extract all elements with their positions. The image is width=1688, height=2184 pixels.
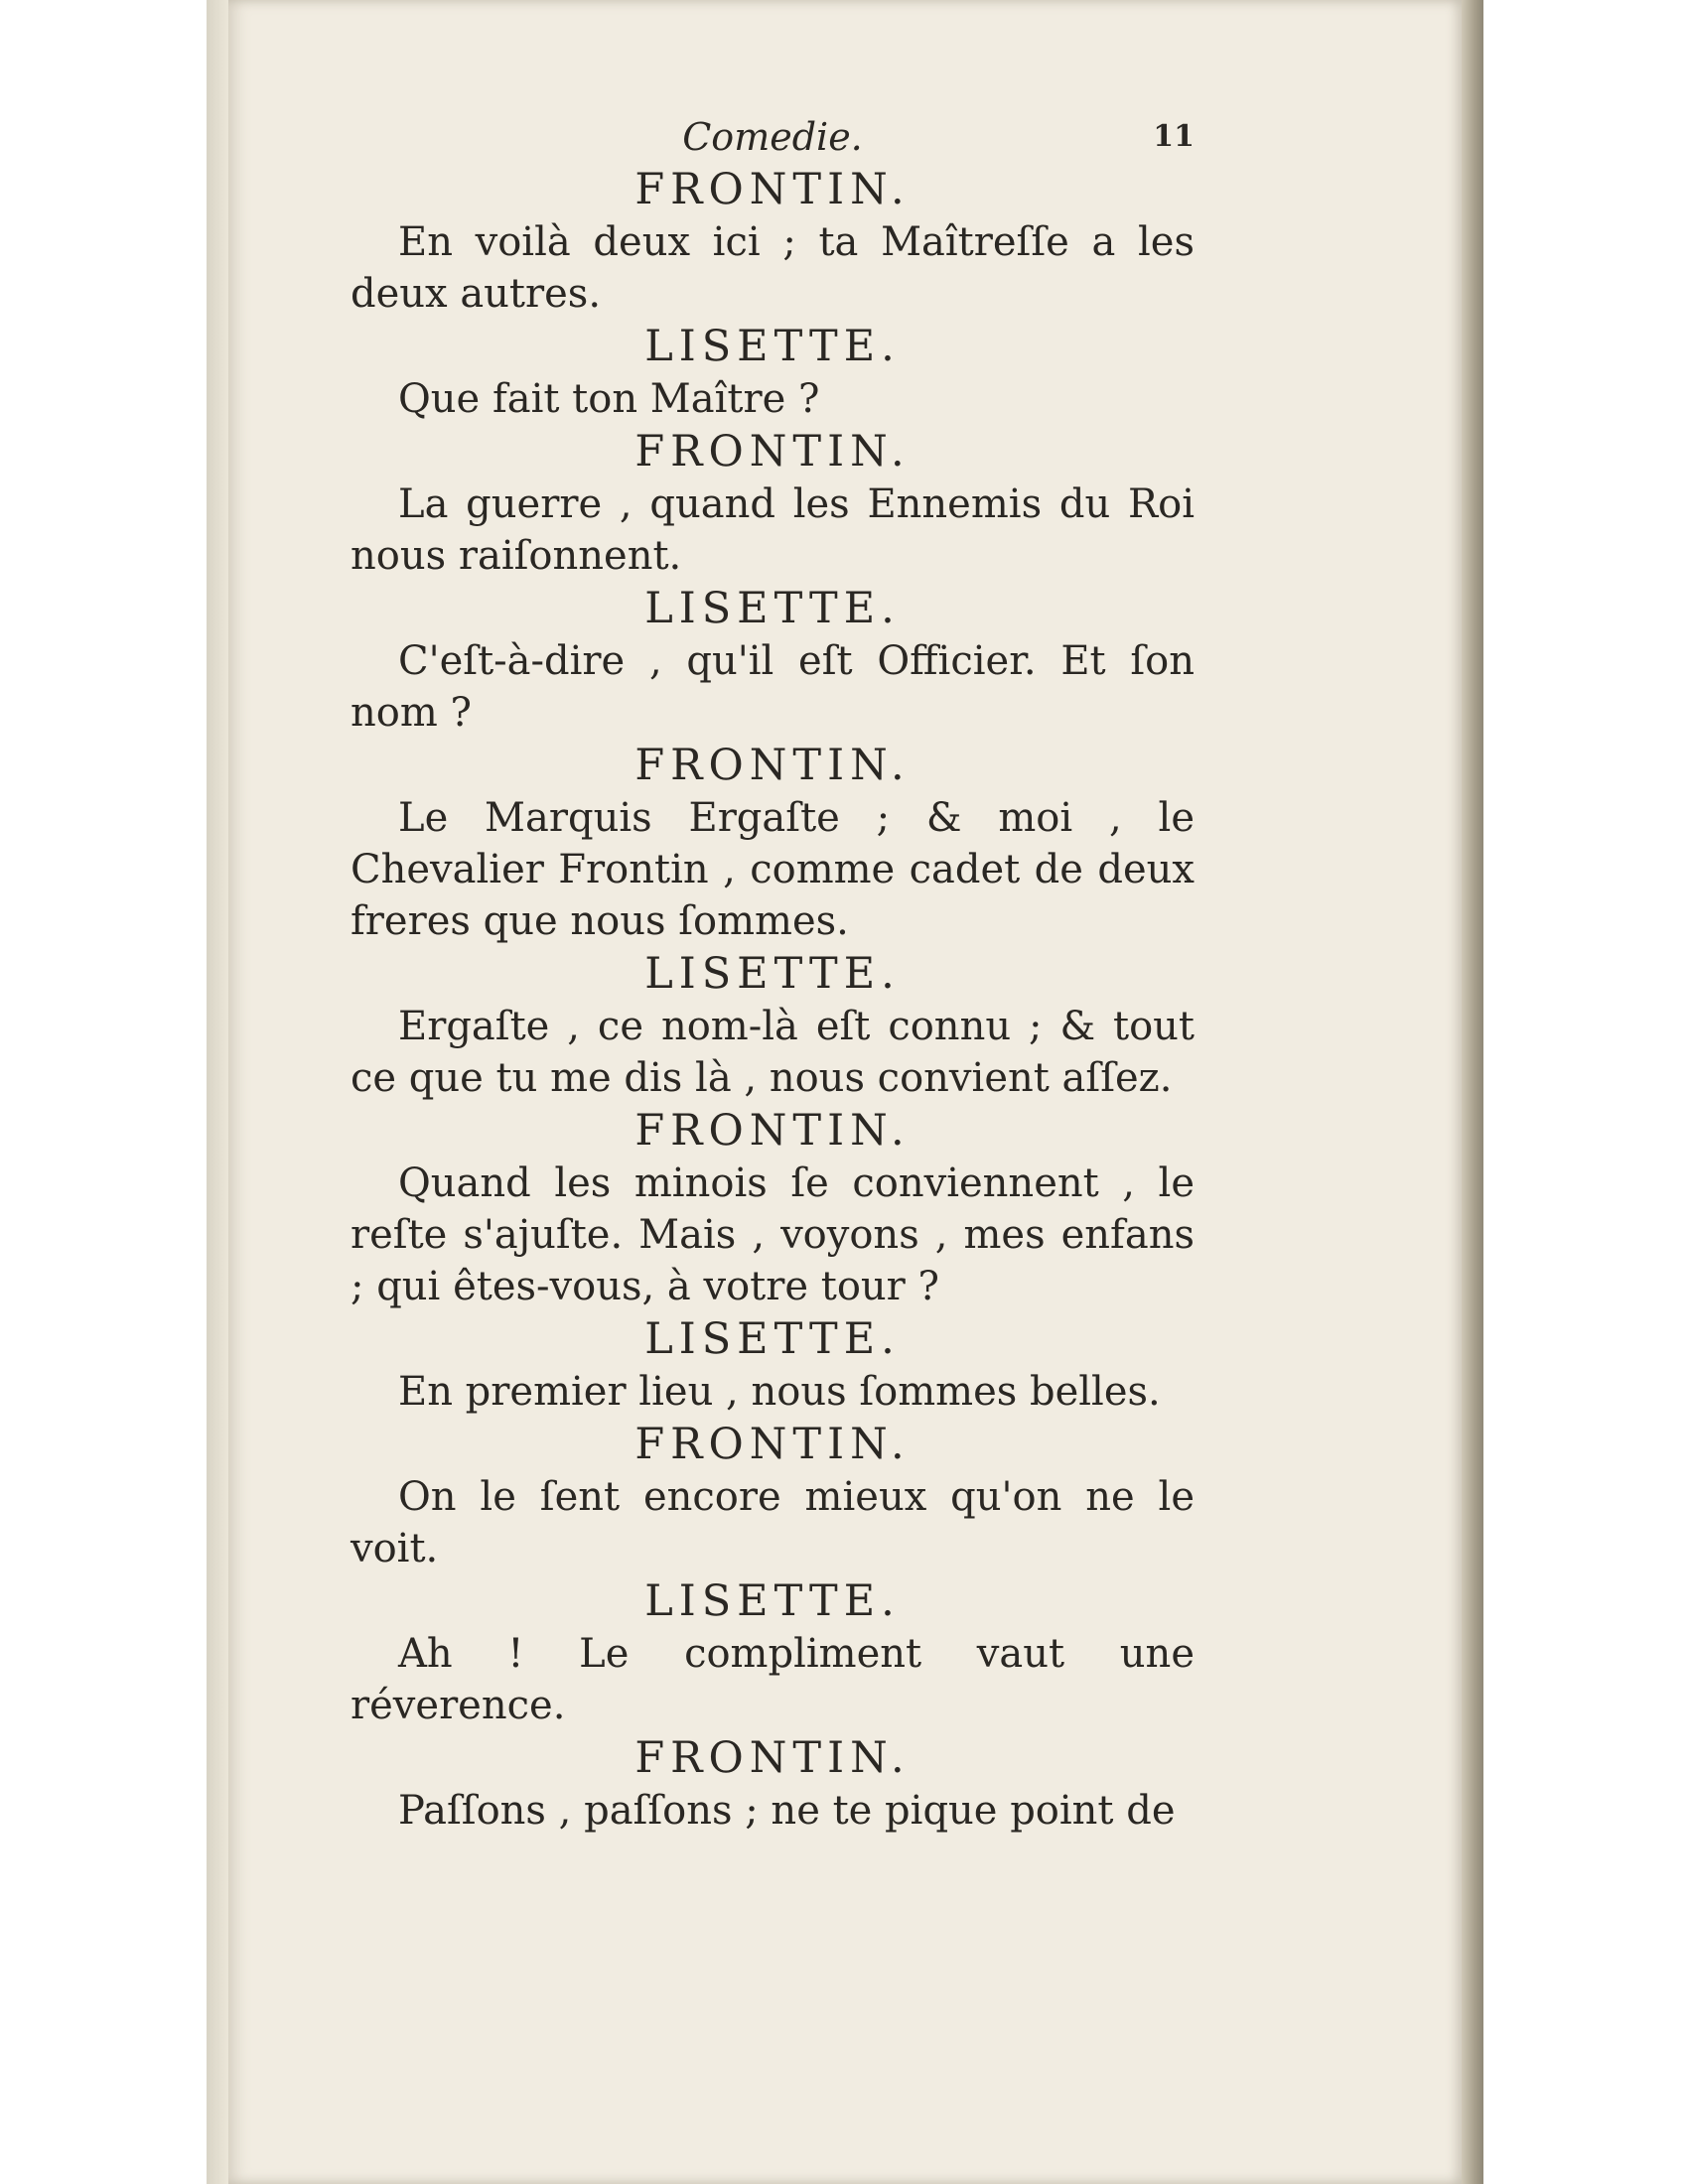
speaker-name: LISETTE. — [644, 1576, 901, 1626]
speaker-name: FRONTIN. — [634, 1106, 911, 1156]
speaker-name: LISETTE. — [644, 584, 901, 633]
dialogue-entry — [351, 1574, 1195, 1731]
speaker-name: FRONTIN. — [634, 165, 911, 214]
speech-text: Que fait ton Maître ? — [398, 376, 820, 422]
dialogue-entry — [351, 1312, 1195, 1418]
dialogue-entry — [351, 320, 1195, 425]
dialogue-entry — [351, 1418, 1195, 1574]
dialogue-entry — [351, 425, 1195, 582]
speaker-name: FRONTIN. — [634, 1420, 911, 1469]
speech-text: Quand les minois ſe conviennent , le reſte s'ajuſte. Mais , voyons , mes enfans ; qui êtes-vous, à votre tour ? — [351, 1160, 1195, 1309]
dialogue-entry — [351, 739, 1195, 947]
speech-text: En voilà deux ici ; ta Maîtreſſe a les deux autres. — [351, 219, 1195, 317]
dialogue-entry — [351, 1731, 1195, 1837]
page-right-edge — [1462, 0, 1483, 2184]
dialogue-entry — [351, 1104, 1195, 1312]
speech-text: C'eſt-à-dire , qu'il eſt Officier. Et ſon nom ? — [351, 638, 1195, 736]
dialogue-entry — [351, 947, 1195, 1104]
speech-text: Le Marquis Ergaſte ; & moi , le Chevalier Frontin , comme cadet de deux freres que nous ſommes. — [351, 795, 1195, 944]
page-left-edge — [207, 0, 228, 2184]
page-number: 11 — [1153, 119, 1195, 154]
dialogue-entry — [351, 163, 1195, 320]
speaker-name: LISETTE. — [644, 1314, 901, 1364]
speech-text: En premier lieu , nous ſommes belles. — [398, 1369, 1161, 1415]
text-block — [351, 111, 1195, 1837]
speech-text: Ah ! Le compliment vaut une réverence. — [351, 1631, 1195, 1728]
speech-text: On le ſent encore mieux qu'on ne le voit. — [351, 1474, 1195, 1571]
speech-text: Ergaſte , ce nom-là eſt connu ; & tout ce que tu me dis là , nous convient aſſez. — [351, 1004, 1195, 1101]
speaker-name: LISETTE. — [644, 322, 901, 371]
running-head — [351, 111, 1195, 163]
speaker-name: FRONTIN. — [634, 1733, 911, 1783]
speech-text: La guerre , quand les Ennemis du Roi nous raiſonnent. — [351, 481, 1195, 579]
speaker-name: LISETTE. — [644, 949, 901, 999]
dialogue-entry — [351, 582, 1195, 739]
speaker-name: FRONTIN. — [634, 741, 911, 790]
speech-text: Paſſons , paſſons ; ne te pique point de — [398, 1788, 1176, 1834]
running-title: Comedie. — [682, 115, 863, 159]
speaker-name: FRONTIN. — [634, 427, 911, 477]
